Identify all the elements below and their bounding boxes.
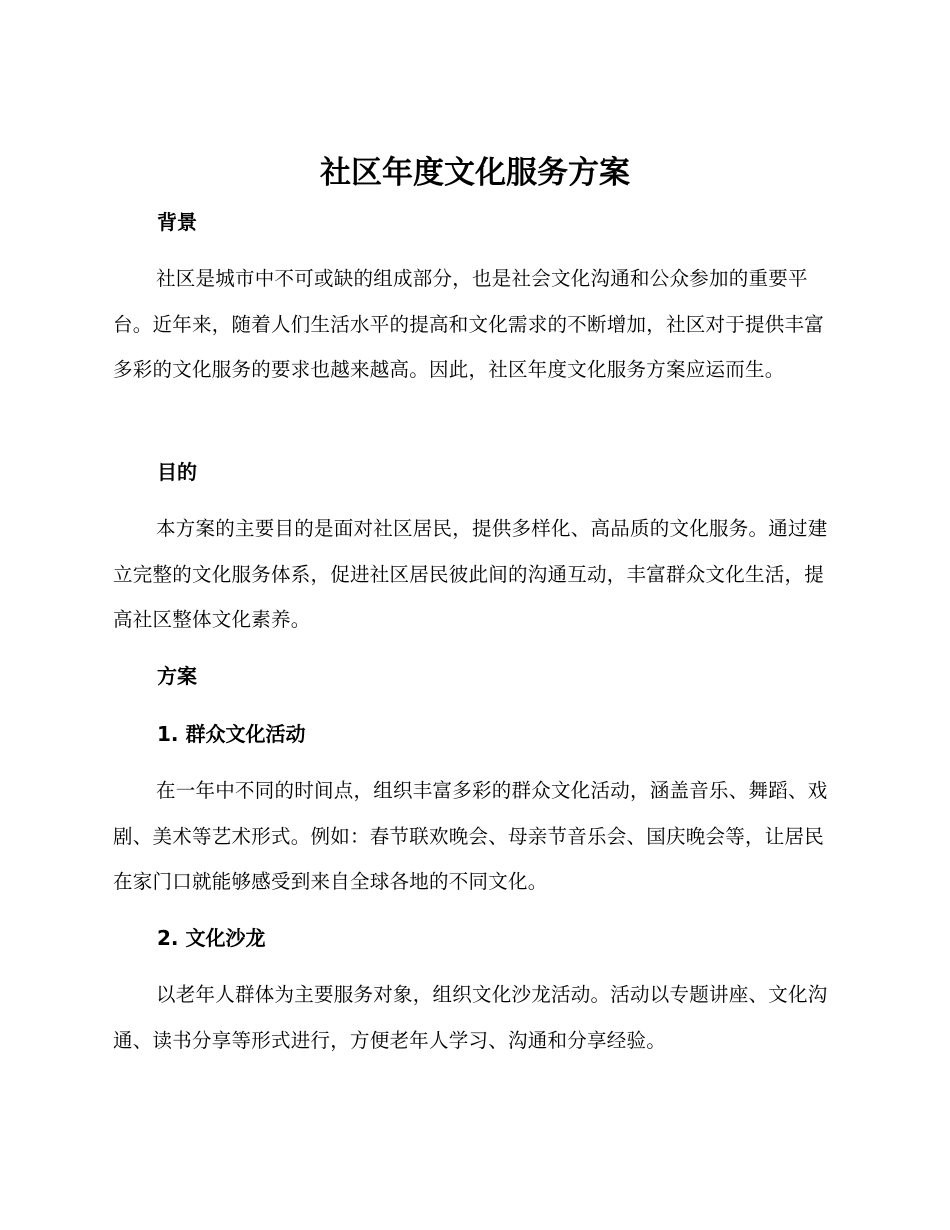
section-heading-plan: 方案 [157, 664, 197, 688]
subsection-heading-mass-culture: 1. 群众文化活动 [157, 722, 306, 746]
section-heading-purpose: 目的 [157, 460, 197, 484]
document-title: 社区年度文化服务方案 [320, 155, 630, 191]
paragraph-background: 社区是城市中不可或缺的组成部分，也是社会文化沟通和公众参加的重要平台。近年来，随着人们生活水平的提高和文化需求的不断增加，社区对于提供丰富多彩的文化服务的要求也越来越高。因此，社区年度文化服务方案应运而生。 [113, 267, 825, 381]
paragraph-mass-culture: 在一年中不同的时间点，组织丰富多彩的群众文化活动，涵盖音乐、舞蹈、戏剧、美术等艺术形式。例如：春节联欢晚会、母亲节音乐会、国庆晚会等，让居民在家门口就能够感受到来自全球各地的不同文化。 [113, 779, 828, 893]
paragraph-purpose: 本方案的主要目的是面对社区居民，提供多样化、高品质的文化服务。通过建立完整的文化服务体系，促进社区居民彼此间的沟通互动，丰富群众文化生活，提高社区整体文化素养。 [113, 517, 828, 631]
section-heading-background: 背景 [157, 210, 197, 234]
paragraph-culture-salon: 以老年人群体为主要服务对象，组织文化沙龙活动。活动以专题讲座、文化沟通、读书分享等形式进行，方便老年人学习、沟通和分享经验。 [113, 983, 828, 1052]
subsection-heading-culture-salon: 2. 文化沙龙 [157, 926, 266, 950]
